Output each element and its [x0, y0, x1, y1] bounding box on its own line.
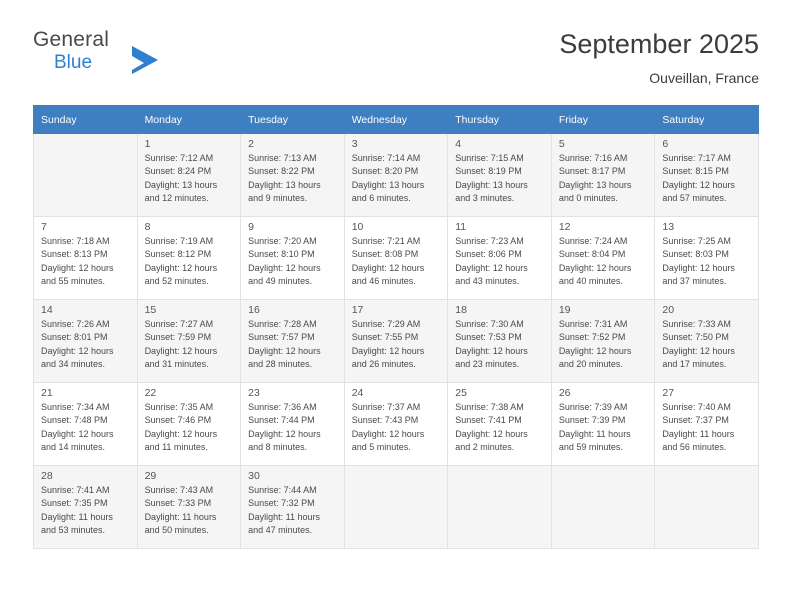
day-detail-line: Daylight: 11 hours: [662, 428, 735, 439]
day-detail-line: Sunset: 7:50 PM: [662, 332, 729, 343]
day-detail-line: and 17 minutes.: [662, 359, 727, 370]
day-details: [138, 318, 241, 372]
title-block: [559, 28, 759, 86]
day-number: 26: [558, 387, 571, 399]
day-number: 25: [455, 387, 467, 399]
calendar-empty-cell: [448, 466, 552, 549]
day-detail-line: Sunset: 7:52 PM: [558, 332, 626, 343]
day-detail-line: Sunrise: 7:27 AM: [144, 319, 214, 329]
calendar-day-cell[interactable]: [551, 217, 655, 300]
logo-text-blue: Blue: [54, 52, 93, 73]
day-detail-line: Sunrise: 7:25 AM: [662, 236, 731, 246]
day-detail-line: Daylight: 12 hours: [41, 345, 114, 356]
day-detail-line: Sunrise: 7:38 AM: [455, 402, 524, 412]
logo: [33, 28, 233, 82]
day-detail-line: Daylight: 12 hours: [351, 345, 425, 356]
day-detail-line: Sunrise: 7:13 AM: [248, 153, 317, 163]
day-detail-line: Sunrise: 7:12 AM: [144, 153, 214, 163]
day-detail-line: Daylight: 12 hours: [248, 428, 321, 439]
day-detail-line: Daylight: 12 hours: [558, 262, 632, 273]
day-detail-line: Sunrise: 7:19 AM: [144, 236, 214, 246]
calendar-empty-cell: [34, 134, 138, 217]
day-detail-line: Sunset: 7:44 PM: [248, 415, 315, 426]
calendar-week-row: [34, 134, 759, 217]
calendar-week-row: [34, 466, 759, 549]
day-number: 3: [351, 138, 358, 150]
day-number: 17: [351, 304, 364, 316]
weekday-header-friday: Friday: [551, 106, 655, 134]
calendar-day-cell[interactable]: [551, 300, 655, 383]
day-detail-line: Sunrise: 7:23 AM: [455, 236, 524, 246]
day-detail-line: and 12 minutes.: [144, 193, 209, 204]
day-number: 4: [455, 138, 462, 150]
day-number: 1: [144, 138, 151, 150]
day-detail-line: Sunset: 8:22 PM: [248, 166, 315, 177]
day-detail-line: Sunrise: 7:16 AM: [558, 153, 628, 163]
day-detail-line: Sunrise: 7:36 AM: [248, 402, 317, 412]
day-number: 28: [41, 470, 53, 482]
weekday-header-wednesday: Wednesday: [344, 106, 448, 134]
day-detail-line: Daylight: 12 hours: [41, 428, 114, 439]
day-detail-line: Sunset: 8:10 PM: [248, 249, 315, 260]
day-detail-line: Sunset: 7:32 PM: [248, 498, 315, 509]
day-details: [448, 318, 551, 372]
calendar-day-cell[interactable]: [137, 466, 241, 549]
day-detail-line: and 37 minutes.: [662, 276, 727, 287]
day-details: [552, 235, 655, 289]
day-detail-line: Sunrise: 7:24 AM: [558, 236, 628, 246]
day-detail-line: and 59 minutes.: [558, 442, 623, 453]
day-detail-line: and 20 minutes.: [558, 359, 623, 370]
calendar-day-cell[interactable]: [344, 383, 448, 466]
day-detail-line: and 49 minutes.: [248, 276, 313, 287]
day-detail-line: and 2 minutes.: [455, 442, 515, 453]
day-detail-line: Sunrise: 7:43 AM: [144, 485, 214, 495]
day-detail-line: and 52 minutes.: [144, 276, 209, 287]
calendar-day-cell[interactable]: [448, 383, 552, 466]
calendar-day-cell[interactable]: [655, 383, 759, 466]
day-details: [241, 235, 344, 289]
day-detail-line: Sunset: 8:06 PM: [455, 249, 522, 260]
day-detail-line: and 34 minutes.: [41, 359, 106, 370]
day-details: [448, 152, 551, 206]
day-detail-line: and 50 minutes.: [144, 525, 209, 536]
day-detail-line: and 0 minutes.: [558, 193, 618, 204]
day-detail-line: Sunset: 7:57 PM: [248, 332, 315, 343]
day-details: [655, 235, 758, 289]
page-subtitle: Ouveillan, France: [649, 70, 759, 86]
day-details: [448, 401, 551, 455]
calendar-day-cell[interactable]: [34, 466, 138, 549]
day-number: 2: [248, 138, 254, 150]
day-detail-line: Daylight: 13 hours: [558, 179, 632, 190]
day-details: [655, 401, 758, 455]
day-detail-line: and 53 minutes.: [41, 525, 106, 536]
day-detail-line: Sunset: 8:20 PM: [351, 166, 419, 177]
day-details: [138, 484, 241, 538]
calendar-day-cell[interactable]: [344, 134, 448, 217]
day-detail-line: Sunrise: 7:14 AM: [351, 153, 421, 163]
day-detail-line: Sunrise: 7:26 AM: [41, 319, 110, 329]
day-details: [241, 401, 344, 455]
day-number: 21: [41, 387, 53, 399]
calendar-day-cell[interactable]: [137, 383, 241, 466]
day-details: [345, 235, 448, 289]
calendar-day-cell[interactable]: [137, 300, 241, 383]
day-number: 13: [662, 221, 675, 233]
day-detail-line: Daylight: 12 hours: [351, 262, 425, 273]
day-number: 9: [248, 221, 254, 233]
day-number: 14: [41, 304, 53, 316]
day-detail-line: Sunset: 8:13 PM: [41, 249, 108, 260]
calendar-day-cell[interactable]: [34, 300, 138, 383]
day-detail-line: Daylight: 11 hours: [248, 511, 320, 522]
day-detail-line: Sunrise: 7:20 AM: [248, 236, 317, 246]
day-detail-line: Sunset: 7:48 PM: [41, 415, 108, 426]
day-details: [552, 401, 655, 455]
day-detail-line: Sunset: 8:24 PM: [144, 166, 212, 177]
calendar-day-cell[interactable]: [34, 217, 138, 300]
day-detail-line: and 3 minutes.: [455, 193, 515, 204]
calendar-day-cell[interactable]: [241, 300, 345, 383]
day-detail-line: Sunset: 8:08 PM: [351, 249, 419, 260]
day-detail-line: Sunset: 8:01 PM: [41, 332, 108, 343]
day-detail-line: and 14 minutes.: [41, 442, 106, 453]
day-detail-line: Sunrise: 7:21 AM: [351, 236, 421, 246]
day-detail-line: and 23 minutes.: [455, 359, 520, 370]
calendar-empty-cell: [655, 466, 759, 549]
day-detail-line: Sunset: 7:35 PM: [41, 498, 108, 509]
day-details: [345, 152, 448, 206]
day-number: 16: [248, 304, 260, 316]
day-detail-line: Sunset: 7:59 PM: [144, 332, 212, 343]
logo-text-general: General: [33, 28, 110, 51]
calendar-day-cell[interactable]: [448, 217, 552, 300]
day-detail-line: Sunrise: 7:15 AM: [455, 153, 524, 163]
day-detail-line: Daylight: 12 hours: [144, 262, 218, 273]
day-detail-line: Daylight: 12 hours: [41, 262, 114, 273]
day-detail-line: Sunset: 7:53 PM: [455, 332, 522, 343]
day-number: 20: [662, 304, 675, 316]
day-detail-line: Daylight: 12 hours: [662, 179, 735, 190]
day-detail-line: Daylight: 12 hours: [144, 345, 218, 356]
day-detail-line: Sunset: 7:43 PM: [351, 415, 419, 426]
day-detail-line: and 56 minutes.: [662, 442, 727, 453]
day-detail-line: and 40 minutes.: [558, 276, 623, 287]
day-detail-line: Sunset: 8:17 PM: [558, 166, 626, 177]
day-detail-line: Daylight: 12 hours: [455, 345, 528, 356]
day-number: 15: [144, 304, 157, 316]
calendar-day-cell[interactable]: [655, 217, 759, 300]
day-number: 18: [455, 304, 467, 316]
weekday-header-thursday: Thursday: [448, 106, 552, 134]
weekday-header-sunday: Sunday: [34, 106, 138, 134]
day-detail-line: Sunrise: 7:28 AM: [248, 319, 317, 329]
day-details: [241, 152, 344, 206]
day-detail-line: Daylight: 12 hours: [351, 428, 425, 439]
day-number: 27: [662, 387, 675, 399]
day-detail-line: and 31 minutes.: [144, 359, 209, 370]
calendar-day-cell[interactable]: [34, 383, 138, 466]
day-detail-line: Sunrise: 7:31 AM: [558, 319, 628, 329]
day-detail-line: and 28 minutes.: [248, 359, 313, 370]
day-detail-line: Sunset: 8:03 PM: [662, 249, 729, 260]
day-detail-line: Sunrise: 7:44 AM: [248, 485, 317, 495]
day-detail-line: and 43 minutes.: [455, 276, 520, 287]
day-detail-line: Daylight: 13 hours: [455, 179, 528, 190]
weekday-header-saturday: Saturday: [655, 106, 759, 134]
day-detail-line: Sunrise: 7:39 AM: [558, 402, 628, 412]
day-detail-line: Sunset: 7:55 PM: [351, 332, 419, 343]
calendar-empty-cell: [551, 466, 655, 549]
day-number: 30: [248, 470, 260, 482]
calendar-day-cell[interactable]: [344, 300, 448, 383]
calendar-day-cell[interactable]: [241, 466, 345, 549]
day-details: [655, 318, 758, 372]
day-detail-line: Sunrise: 7:41 AM: [41, 485, 110, 495]
day-number: 11: [455, 221, 467, 233]
day-details: [138, 401, 241, 455]
day-detail-line: Sunrise: 7:37 AM: [351, 402, 421, 412]
day-detail-line: Daylight: 12 hours: [558, 345, 632, 356]
day-detail-line: Daylight: 11 hours: [41, 511, 113, 522]
page-header: [33, 28, 759, 90]
day-details: [345, 401, 448, 455]
day-detail-line: Sunrise: 7:33 AM: [662, 319, 731, 329]
day-detail-line: and 9 minutes.: [248, 193, 308, 204]
day-number: 23: [248, 387, 260, 399]
calendar-day-cell[interactable]: [448, 134, 552, 217]
day-details: [241, 484, 344, 538]
day-detail-line: Sunset: 7:37 PM: [662, 415, 729, 426]
day-detail-line: Daylight: 12 hours: [144, 428, 218, 439]
calendar-day-cell[interactable]: [241, 217, 345, 300]
calendar-day-cell[interactable]: [344, 217, 448, 300]
day-number: 19: [558, 304, 571, 316]
day-detail-line: Sunrise: 7:29 AM: [351, 319, 421, 329]
day-detail-line: Daylight: 12 hours: [248, 262, 321, 273]
day-details: [241, 318, 344, 372]
weekday-header-monday: Monday: [137, 106, 241, 134]
day-detail-line: Sunrise: 7:34 AM: [41, 402, 110, 412]
day-detail-line: Sunset: 7:39 PM: [558, 415, 626, 426]
day-number: 12: [558, 221, 571, 233]
day-detail-line: Daylight: 11 hours: [144, 511, 217, 522]
day-detail-line: Daylight: 12 hours: [662, 345, 735, 356]
weekday-header-tuesday: Tuesday: [241, 106, 345, 134]
day-number: 10: [351, 221, 364, 233]
day-number: 22: [144, 387, 157, 399]
day-number: 6: [662, 138, 669, 150]
day-details: [34, 235, 137, 289]
day-detail-line: Sunrise: 7:18 AM: [41, 236, 110, 246]
day-detail-line: and 6 minutes.: [351, 193, 411, 204]
day-detail-line: Daylight: 12 hours: [248, 345, 321, 356]
calendar-week-row: [34, 217, 759, 300]
day-details: [345, 318, 448, 372]
calendar-week-row: [34, 383, 759, 466]
day-detail-line: and 11 minutes.: [144, 442, 208, 453]
day-details: [34, 318, 137, 372]
day-detail-line: Sunset: 7:33 PM: [144, 498, 212, 509]
day-detail-line: Sunrise: 7:30 AM: [455, 319, 524, 329]
calendar-day-cell[interactable]: [551, 134, 655, 217]
day-detail-line: Daylight: 12 hours: [455, 428, 528, 439]
logo-arrow-notch-icon: [132, 56, 144, 70]
day-detail-line: Sunset: 8:04 PM: [558, 249, 626, 260]
day-number: 29: [144, 470, 157, 482]
day-detail-line: Daylight: 13 hours: [351, 179, 425, 190]
day-details: [34, 401, 137, 455]
weekday-header-row: [34, 106, 759, 134]
day-detail-line: and 57 minutes.: [662, 193, 727, 204]
day-detail-line: Sunset: 8:15 PM: [662, 166, 729, 177]
day-detail-line: and 26 minutes.: [351, 359, 416, 370]
day-details: [552, 152, 655, 206]
calendar-day-cell[interactable]: [137, 134, 241, 217]
calendar-body: [34, 134, 759, 549]
day-details: [34, 484, 137, 538]
day-number: 24: [351, 387, 364, 399]
calendar-day-cell[interactable]: [448, 300, 552, 383]
day-detail-line: and 8 minutes.: [248, 442, 308, 453]
calendar-day-cell[interactable]: [241, 134, 345, 217]
day-detail-line: and 46 minutes.: [351, 276, 416, 287]
calendar-week-row: [34, 300, 759, 383]
day-number: 8: [144, 221, 151, 233]
day-detail-line: Sunrise: 7:40 AM: [662, 402, 731, 412]
calendar-day-cell[interactable]: [655, 134, 759, 217]
day-detail-line: and 47 minutes.: [248, 525, 313, 536]
calendar-day-cell[interactable]: [241, 383, 345, 466]
page-title: September 2025: [559, 29, 759, 59]
day-detail-line: Daylight: 13 hours: [144, 179, 218, 190]
calendar-table: [33, 105, 759, 549]
day-detail-line: Daylight: 13 hours: [248, 179, 321, 190]
day-detail-line: Sunrise: 7:17 AM: [662, 153, 731, 163]
day-number: 5: [558, 138, 565, 150]
calendar-day-cell[interactable]: [655, 300, 759, 383]
day-detail-line: Sunset: 8:19 PM: [455, 166, 522, 177]
day-detail-line: Sunset: 8:12 PM: [144, 249, 212, 260]
calendar-day-cell[interactable]: [137, 217, 241, 300]
day-details: [138, 235, 241, 289]
day-detail-line: Sunset: 7:46 PM: [144, 415, 212, 426]
day-detail-line: and 55 minutes.: [41, 276, 106, 287]
calendar-empty-cell: [344, 466, 448, 549]
day-detail-line: Sunrise: 7:35 AM: [144, 402, 214, 412]
day-details: [552, 318, 655, 372]
day-detail-line: Daylight: 11 hours: [558, 428, 631, 439]
day-details: [448, 235, 551, 289]
day-detail-line: and 5 minutes.: [351, 442, 411, 453]
calendar-day-cell[interactable]: [551, 383, 655, 466]
day-detail-line: Daylight: 12 hours: [662, 262, 735, 273]
day-number: 7: [41, 221, 47, 233]
day-details: [655, 152, 758, 206]
day-detail-line: Sunset: 7:41 PM: [455, 415, 522, 426]
day-detail-line: Daylight: 12 hours: [455, 262, 528, 273]
day-details: [138, 152, 241, 206]
